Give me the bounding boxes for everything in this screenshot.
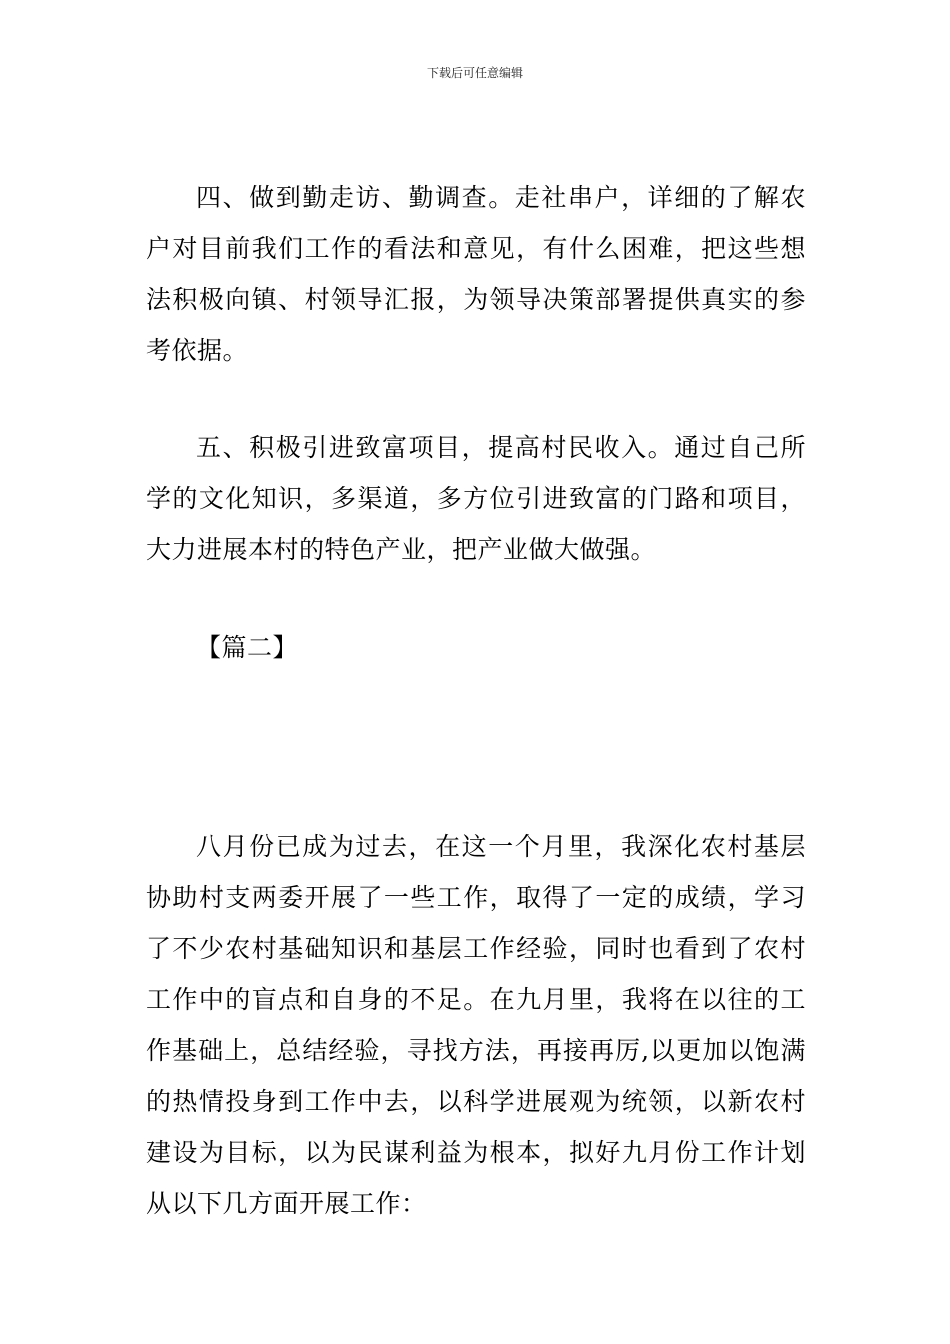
paragraph-projects: 五、积极引进致富项目，提高村民收入。通过自己所学的文化知识，多渠道，多方位引进致富的门路和项目，大力进展本村的特色产业，把产业做大做强。 (146, 433, 806, 564)
paragraph-monthly-plan: 八月份已成为过去，在这一个月里，我深化农村基层协助村支两委开展了一些工作，取得了一定的成绩，学习了不少农村基础知识和基层工作经验，同时也看到了农村工作中的盲点和自身的不足。在九月里，我将在以往的工作基础上，总结经验，寻找方法，再接再厉,以更加以饱满的热情投身到工作中去，以科学进展观为统领，以新农村建设为目标，以为民谋利益为根本，拟好九月份工作计划从以下几方面开展工作： (146, 832, 806, 1218)
section-heading: 【篇二】 (196, 633, 299, 662)
header-note: 下载后可任意编辑 (426, 66, 523, 80)
paragraph-visits: 四、做到勤走访、勤调查。走社串户，详细的了解农户对目前我们工作的看法和意见，有什么困难，把这些想法积极向镇、村领导汇报，为领导决策部署提供真实的参考依据。 (146, 183, 806, 365)
